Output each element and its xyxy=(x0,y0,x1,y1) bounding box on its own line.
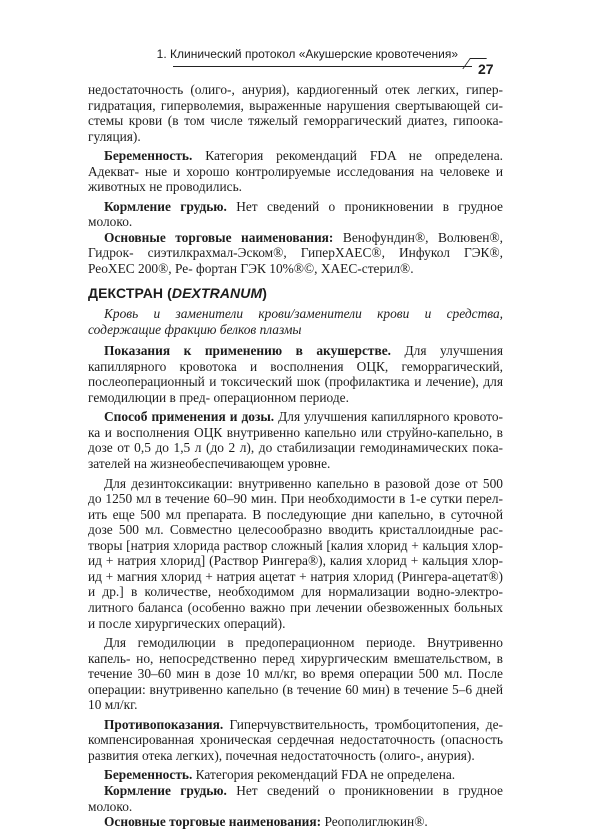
breastfeeding-paragraph: Кормление грудью. Нет сведений о проникновении в грудное молоко. xyxy=(88,198,503,230)
dosage-paragraph: Способ применения и дозы. Для улучшения капиллярного кровото- ка и восполнения ОЦК внутривенно капельно или струйно-капельно, в дозе от 0,5 до 1,5 л (до 2 л), до стабилизации гемодинамических пока- зателей на жизнеобеспечивающем уровне. xyxy=(88,409,503,472)
page-number: 27 xyxy=(478,61,494,77)
section-subtitle: Кровь и заменители крови/заменители крови и средства, содержащие фракцию белков плазмы xyxy=(88,306,503,337)
indications-label: Показания к применению в акушерстве. xyxy=(104,343,392,359)
hemodilution-paragraph: Для гемодилюции в предоперационном периоде. Внутривенно капель- но, непосредственно перед хирургическим вмешательством, в течение 30–60 мин в дозе 10 мл/кг, во время операции 500 мл. После операции: внутривенно капельно (в течение 60 мин) в течение 5–6 дней 10 мл/кг. xyxy=(88,635,504,713)
contraindications-label: Противопоказания. xyxy=(104,716,224,732)
section-trade-names-paragraph: Основные торговые наименования: Реополиглюкин®. xyxy=(104,814,428,830)
trade-names-paragraph: Основные торговые наименования: Венофундин®, Волювен®, Гидрок- сиэтилкрахмал-Эском®, ГиперХАЕС®, Инфукол ГЭК®, РеоХЕС 200®, Ре- фортан ГЭК 10%®©, ХАЕС-стерил®. xyxy=(88,229,503,277)
pregnancy-label: Беременность. xyxy=(104,148,193,164)
header-rule xyxy=(173,66,472,67)
running-header xyxy=(156,47,458,65)
continuation-paragraph: недостаточность (олиго-, анурия), кардиогенный отек легких, гипер- гидратация, гиперволемия, выраженные нарушения свертывающей си- стемы крови (в том числе тяжелый геморрагический диатез, гипоока- гуляция). xyxy=(88,82,503,144)
breastfeeding-label: Кормление грудью. xyxy=(104,198,227,214)
trade-names-label: Основные торговые наименования: xyxy=(104,229,334,245)
section-breastfeeding-label: Кормление грудью. xyxy=(104,782,227,798)
section-title: ДЕКСТРАН (DEXTRANUM) xyxy=(88,284,267,301)
detox-paragraph: Для дезинтоксикации: внутривенно капельно в разовой дозе от 500 до 1250 мл в течение 60–90 мин. При необходимости в 1-е сутки перел- ить еще 500 мл препарата. В последующие дни капельно, в суточной дозе 500 мл. Совместно целесообразно вводить кристаллоидные рас- творы [натрия хлорида раствор сложный [калия хлорид + кальция хлор- ид + натрия хлорид] (Раствор Рингера®), калия хлорид + кальция хлор- ид + магния хлорид + натрия ацетат + натрия хлорид (Рингера-ацетат®) и др.] в количестве, необходимом для нормализации водно-электро- литного баланса (особенно важно при лечении обезвоженных больных и после хирургических операций). xyxy=(88,475,503,631)
section-title-latin: DEXTRANUM xyxy=(171,284,263,301)
contraindications-paragraph: Противопоказания. Гиперчувствительность, тромбоцитопения, де- компенсированная хроническая сердечная недостаточность (опасность развития отека легких), почечная недостаточность (олиго-, анурия). xyxy=(88,716,503,763)
section-pregnancy-paragraph: Беременность. Категория рекомендаций FDA не определена. xyxy=(104,767,456,783)
section-pregnancy-label: Беременность. xyxy=(104,767,193,783)
indications-paragraph: Показания к применению в акушерстве. Для улучшения капиллярного кровотока и восполнения ОЦК, геморрагический, послеоперационный и токсический шок (профилактика и лечение), для гемодилюции в пред- операционном периоде. xyxy=(88,343,504,405)
page-body xyxy=(88,82,503,830)
dosage-label: Способ применения и дозы. xyxy=(104,409,275,425)
section-breastfeeding-paragraph: Кормление грудью. Нет сведений о проникновении в грудное молоко. xyxy=(88,782,503,814)
header-title: 1. Клинический протокол «Акушерские кровотечения» xyxy=(156,47,458,61)
pregnancy-paragraph: Беременность. Категория рекомендаций FDA не определена. Адекват- ные и хорошо контролируемые исследования на человеке и животных не проводились. xyxy=(88,148,503,195)
section-trade-names-label: Основные торговые наименования: xyxy=(104,814,322,830)
